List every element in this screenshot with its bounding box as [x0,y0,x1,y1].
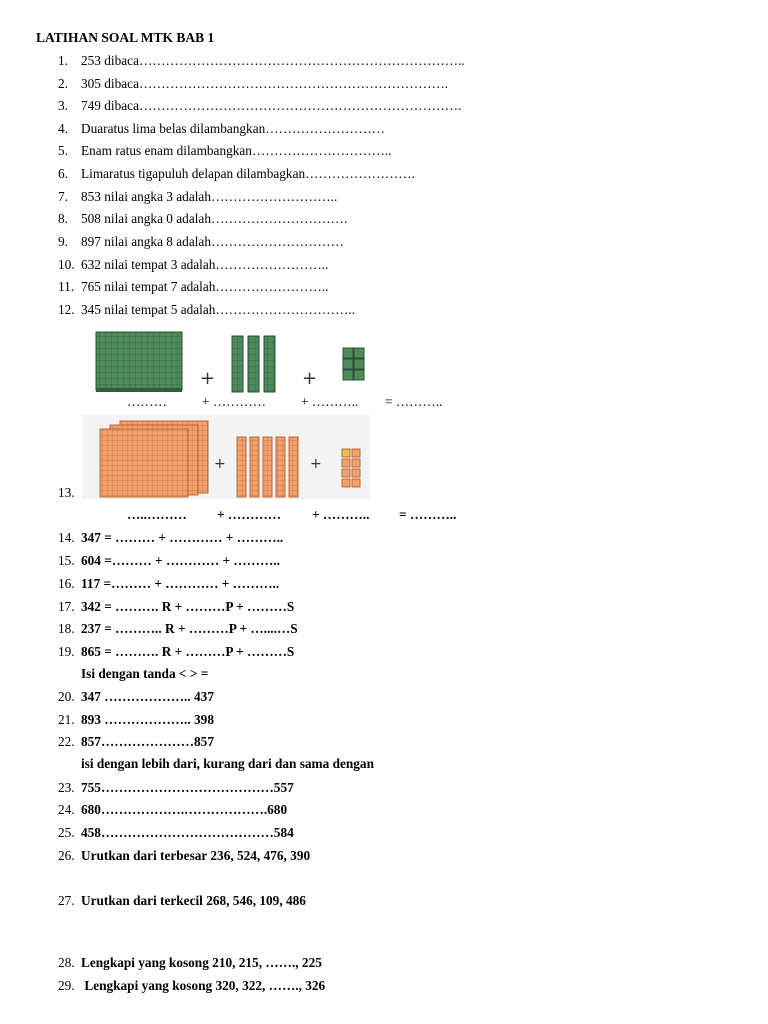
question-item [58,733,214,751]
question-text: 342 = ………. R + ………P + ………S [81,599,295,614]
question-text: Lengkapi yang kosong 320, 322, ……., 326 [81,978,326,993]
question-text: 117 =……… + ………… + ……….. [81,576,280,591]
answer-blank-hundreds: …..……… [127,507,187,522]
question-text: 632 nilai tempat 3 adalah…………………….. [81,257,329,272]
question-number: 11. [58,279,75,294]
question-text: 253 dibaca……………………………………………………………….. [81,53,465,68]
question-number: 7. [58,189,68,204]
question-number: 14. [58,530,75,545]
question-number: 19. [58,644,75,659]
question-text: Enam ratus enam dilambangkan………………………….. [81,143,392,158]
question-number: 12. [58,302,75,317]
question-item [58,801,287,819]
question-text: 765 nilai tempat 7 adalah…………………….. [81,279,329,294]
question-text: Limaratus tigapuluh delapan dilambagkan……………………. [81,166,415,181]
question-text: 604 =……… + ………… + ……….. [81,553,280,568]
ones-cubes-icon [342,449,360,487]
question-text: 897 nilai angka 8 adalah………………………… [81,234,344,249]
question-text: 857…………………857 [81,734,214,749]
question-item [58,598,294,616]
question-item [58,529,283,547]
question-number: 3. [58,98,68,113]
question-item [58,779,294,797]
figure2-answer-line [0,507,768,525]
question-number: 21. [58,712,75,727]
base-ten-blocks-figure-13 [82,415,370,499]
question-number: 29. [58,978,75,993]
question-item [58,210,347,228]
plus-icon: + [200,368,216,389]
plus-icon: + [214,456,226,472]
question-item [58,278,328,296]
question-text: Lengkapi yang kosong 210, 215, ……., 225 [81,955,322,970]
answer-blank-ones: + ……….. [301,394,359,409]
question-number: 5. [58,143,68,158]
question-item [58,711,214,729]
question-text: 458…………………………………584 [81,825,294,840]
question-text: 347 ……………….. 437 [81,689,214,704]
question-number: 6. [58,166,68,181]
question-number: 8. [58,211,68,226]
question-item [58,620,298,638]
question-number: 20. [58,689,75,704]
question-item [58,233,344,251]
answer-blank-total: = ……….. [399,507,457,522]
question-item [58,188,337,206]
tens-rods-icon [237,437,298,497]
question-number: 4. [58,121,68,136]
plus-icon: + [310,456,322,472]
instruction-words: isi dengan lebih dari, kurang dari dan sama dengan [81,756,374,771]
question-item [58,165,415,183]
instruction-compare: Isi dengan tanda < > = [81,666,209,681]
question-item-13 [58,484,81,502]
question-text: 237 = ……….. R + ………P + …....…S [81,621,298,636]
question-number: 16. [58,576,75,591]
answer-blank-ones: + ……….. [312,507,370,522]
question-text: Urutkan dari terkecil 268, 546, 109, 486 [81,893,306,908]
question-number: 1. [58,53,68,68]
question-item [58,892,306,910]
base-ten-blocks-figure [93,330,383,396]
question-text: 865 = ………. R + ………P + ………S [81,644,295,659]
hundreds-flat-icon [96,332,182,392]
hundreds-flat-icon [100,421,208,497]
question-item [58,954,322,972]
question-text: 345 nilai tempat 5 adalah………………………….. [81,302,356,317]
question-item [58,977,325,995]
question-item [58,52,465,70]
question-text: 755…………………………………557 [81,780,294,795]
question-number: 25. [58,825,75,840]
question-number: 26. [58,848,75,863]
question-text: 680……………….……………….680 [81,802,288,817]
question-text: 508 nilai angka 0 adalah…………………………. [81,211,348,226]
ones-cubes-icon [343,348,364,380]
question-item [58,552,280,570]
question-item [58,301,355,319]
question-text: 893 ……………….. 398 [81,712,214,727]
question-item [58,643,294,661]
question-item [58,120,385,138]
question-text: 853 nilai angka 3 adalah……………………….. [81,189,338,204]
question-number: 27. [58,893,75,908]
question-text: 347 = ……… + ………… + ……….. [81,530,284,545]
question-item [58,847,310,865]
question-number: 15. [58,553,75,568]
question-number: 10. [58,257,75,272]
tens-rods-icon [232,336,275,392]
question-item [58,575,279,593]
question-text: 749 dibaca………………………………………………………………. [81,98,462,113]
question-number: 2. [58,76,68,91]
question-item [58,97,461,115]
worksheet-title: LATIHAN SOAL MTK BAB 1 [36,30,215,45]
answer-blank-total: = ……….. [385,394,443,409]
answer-blank-tens: + ………… [202,394,267,409]
question-number: 18. [58,621,75,636]
question-item [58,688,214,706]
question-text: Urutkan dari terbesar 236, 524, 476, 390 [81,848,311,863]
question-number: 17. [58,599,75,614]
question-item [58,142,392,160]
question-number: 9. [58,234,68,249]
question-number: 22. [58,734,75,749]
question-item [58,75,448,93]
question-text: Duaratus lima belas dilambangkan……………………… [81,121,385,136]
figure1-answer-line [0,394,768,412]
question-number: 23. [58,780,75,795]
question-text: 305 dibaca……………………………………………………………. [81,76,449,91]
answer-blank-hundreds: ……… [127,394,167,409]
question-item [58,256,328,274]
question-item [58,824,294,842]
question-number: 13. [58,485,75,500]
question-number: 28. [58,955,75,970]
question-number: 24. [58,802,75,817]
plus-icon: + [302,368,318,389]
answer-blank-tens: + ………… [217,507,282,522]
